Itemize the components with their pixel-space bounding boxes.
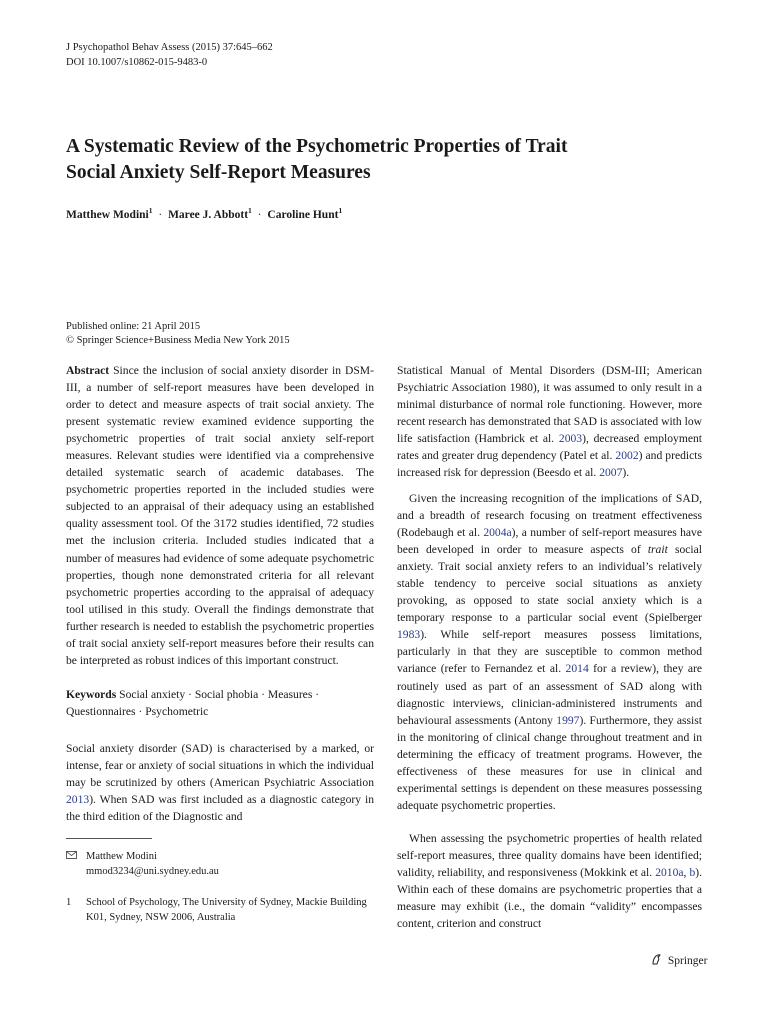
body-text: ).: [622, 466, 630, 480]
author-name[interactable]: Matthew Modini: [66, 208, 149, 221]
abstract: [66, 362, 374, 669]
corresponding-author-name: Matthew Modini: [86, 851, 157, 862]
envelope-icon: [66, 850, 86, 865]
doi: DOI 10.1007/s10862-015-9483-0: [66, 57, 208, 68]
body-text: ), a number of self-report measures have been developed in order to measure aspects of: [397, 526, 702, 557]
published-date: Published online: 21 April 2015: [66, 321, 201, 332]
author-email[interactable]: mmod3234@uni.sydney.edu.au: [86, 865, 219, 877]
affiliation-line: K01, Sydney, NSW 2006, Australia: [86, 911, 236, 923]
body-text: Statistical Manual of Mental Disorders (DSM-III; American Psychiatric Association 1980), it was assumed to only result in a minimal disturbance of normal role functioning. However, more recent research has demonstrated that SAD is associated with low life satisfaction (Hambrick et al.: [397, 364, 702, 446]
author-list: [66, 206, 342, 221]
citation-link[interactable]: 2002: [615, 449, 639, 463]
affiliation-line: School of Psychology, The University of Sydney, Mackie Building: [86, 897, 367, 908]
affiliation-mark: 1: [66, 897, 72, 908]
author-name[interactable]: Maree J. Abbott: [168, 208, 249, 221]
body-paragraph-1: [397, 362, 702, 481]
citation-link[interactable]: 1997: [556, 713, 580, 727]
journal-citation: J Psychopathol Behav Assess (2015) 37:645–662: [66, 42, 273, 53]
body-text: for a review), they are routinely used as part of an assessment of SAD along with diagnostic interviews, clinician-administered instruments and behavioural assessments (Antony: [397, 662, 702, 727]
article-title: [66, 134, 706, 186]
corresponding-author: [66, 850, 219, 879]
citation-link[interactable]: 2007: [599, 466, 623, 480]
author-separator: ·: [257, 208, 262, 221]
author-affiliation-mark: 1: [148, 206, 153, 215]
body-text: Given the increasing recognition of the implications of SAD, and a breadth of research focusing on treatment effectiveness (Rodebaugh et al.: [397, 492, 702, 540]
publisher-logo: [650, 953, 707, 967]
citation-link[interactable]: b: [689, 866, 696, 880]
keywords-label: Keywords: [66, 688, 117, 701]
citation-link[interactable]: 2013: [66, 793, 90, 807]
body-text: When assessing the psychometric properties of health related self-report measures, three quality domains have been identified; validity, reliability, and responsiveness (Mokkink et al.: [397, 832, 702, 880]
citation-link[interactable]: 2014: [565, 662, 589, 676]
title-line-2: Social Anxiety Self-Report Measures: [66, 162, 371, 183]
title-line-1: A Systematic Review of the Psychometric Properties of Trait: [66, 136, 568, 157]
body-paragraph-3: [397, 830, 702, 932]
author-name[interactable]: Caroline Hunt: [267, 208, 339, 221]
springer-horse-icon: [650, 955, 668, 967]
citation-link[interactable]: 2003: [558, 432, 583, 446]
publisher-name: Springer: [667, 955, 708, 967]
abstract-text: Since the inclusion of social anxiety disorder in DSM-III, a number of self-report measures have been developed in order to detect and measure aspects of trait social anxiety. The present systematic review examined evidence supporting the psychometric properties of trait social anxiety self-report measures. Relevant studies were identified via a comprehensive detailed systematic search of academic databases. The psychometric properties reported in the included studies were subjected to an appraisal of their adequacy using an established quality assessment tool. Of the 3172 studies identified, 72 studies met the inclusion criteria. Included studies indicated that a number of measures had evidence of some adequate psychometric properties, though none demonstrated criteria for all relevant psychometric properties according to the appraisal of adequacy tool utilised in this study. Overall the findings demonstrate that further research is needed to establish the psychometric properties of trait social anxiety self-report measures before their results can be interpreted as robust indices of this important construct.: [66, 364, 374, 667]
footnote-divider: [66, 838, 152, 839]
body-text: social anxiety. Trait social anxiety refers to an individual’s relatively stable tendency to perceive social situations as anxiety provoking, as opposed to state social anxiety which is a temporary response to a particular social event (Spielberger: [397, 543, 702, 625]
publication-info: [66, 320, 290, 348]
citation-link[interactable]: 1983: [397, 628, 421, 642]
affiliation-footnote: [66, 896, 367, 925]
body-text: ). While self-report measures possess limitations, particularly in that they are susceptible to common method variance (refer to Fernandez et al.: [397, 628, 702, 676]
author-affiliation-mark: 1: [338, 206, 343, 215]
body-text: ,: [683, 866, 690, 880]
body-text: ), decreased employment rates and greater drug dependency (Patel et al.: [397, 432, 703, 463]
author-separator: ·: [158, 208, 163, 221]
body-text: ). When SAD was first included as a diagnostic category in the third edition of the Diagnostic and: [66, 793, 374, 824]
citation-link[interactable]: 2010a: [655, 866, 684, 880]
emphasis-text: trait: [647, 543, 668, 557]
copyright-line: © Springer Science+Business Media New York 2015: [66, 335, 290, 346]
body-paragraph-2: [397, 490, 702, 814]
journal-header: [66, 40, 273, 70]
intro-paragraph: [66, 740, 374, 825]
body-text: ). Furthermore, they assist in the monitoring of clinical change throughout treatment and in determining the efficacy of treatment programs. However, the effectiveness of these measures for use in clinical and experimental settings is dependent on these measures possessing adequate psychometric properties.: [397, 713, 702, 812]
citation-link[interactable]: 2004a: [483, 526, 512, 540]
author-affiliation-mark: 1: [248, 206, 252, 215]
abstract-label: Abstract: [66, 364, 110, 377]
body-text: Social anxiety disorder (SAD) is characterised by a marked, or intense, fear or anxiety of social situations in which the individual may be scrutinized by others (American Psychiatric Association: [66, 742, 374, 790]
body-text: ). Within each of these domains are psychometric properties that a measure may exhibit (i.e., the domain “validity” encompasses content, criterion and construct: [397, 866, 703, 931]
body-text: ) and predicts increased risk for depression (Beesdo et al.: [397, 449, 702, 480]
keywords-text: Social anxiety · Social phobia · Measures · Questionnaires · Psychometric: [66, 688, 320, 719]
keywords: [66, 686, 374, 720]
